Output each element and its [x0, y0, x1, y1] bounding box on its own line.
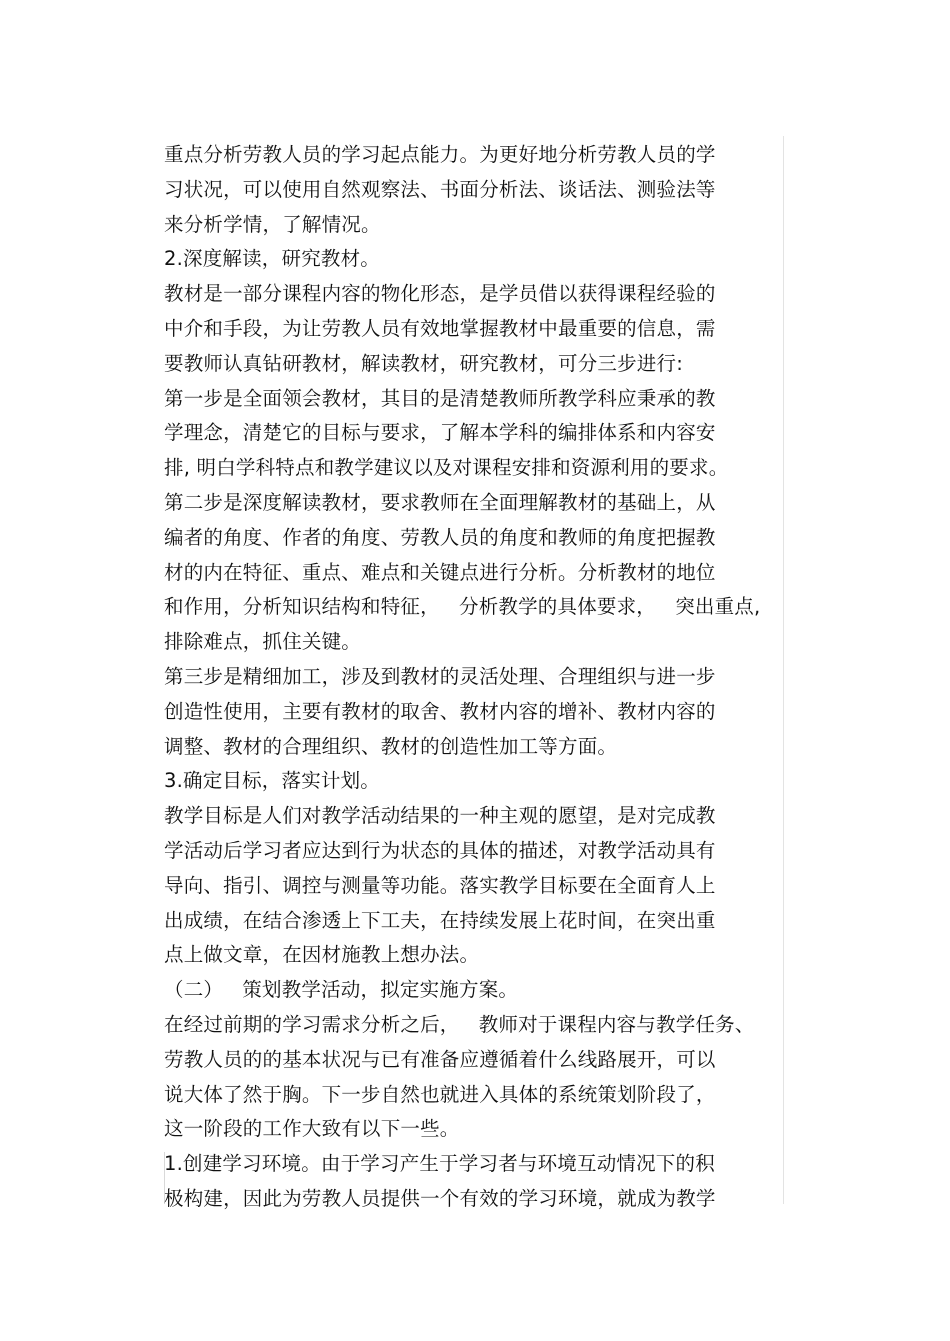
- text-line: 重点分析劳教人员的学习起点能力。为更好地分析劳教人员的学: [164, 143, 716, 166]
- text-line: 劳教人员的的基本状况与已有准备应遵循着什么线路展开，可以: [164, 1047, 716, 1071]
- text-line: 材的内在特征、重点、难点和关键点进行分析。分析教材的地位: [164, 560, 716, 584]
- section-heading: （二） 策划教学活动，拟定实施方案。: [164, 978, 519, 1002]
- text-line: 说大体了然于胸。下一步自然也就进入具体的系统策划阶段了，: [164, 1082, 716, 1106]
- section-heading: 3.确定目标，落实计划。: [164, 769, 381, 793]
- text-line: 创造性使用，主要有教材的取舍、教材内容的增补、教材内容的: [164, 699, 716, 723]
- text-line: 排除难点，抓住关键。: [164, 630, 362, 654]
- text-line: 教材是一部分课程内容的物化形态，是学员借以获得课程经验的: [164, 282, 716, 306]
- section-heading: 2.深度解读，研究教材。: [164, 247, 381, 271]
- text-line: 第三步是精细加工，涉及到教材的灵活处理、合理组织与进一步: [164, 664, 716, 688]
- text-line: 导向、指引、调控与测量等功能。落实教学目标要在全面育人上: [164, 873, 716, 897]
- text-line: 出成绩，在结合渗透上下工夫，在持续发展上花时间，在突出重: [164, 908, 716, 932]
- text-line: 1.创建学习环境。由于学习产生于学习者与环境互动情况下的积: [164, 1152, 715, 1176]
- text-line: 学理念，清楚它的目标与要求，了解本学科的编排体系和内容安: [164, 421, 716, 445]
- text-line: 教学目标是人们对教学活动结果的一种主观的愿望，是对完成教: [164, 804, 716, 828]
- text-line: 在经过前期的学习需求分析之后， 教师对于课程内容与教学任务、: [164, 1012, 755, 1036]
- text-line: 要教师认真钻研教材，解读教材，研究教材，可分三步进行:: [164, 351, 683, 375]
- text-line: 学活动后学习者应达到行为状态的具体的描述，对教学活动具有: [164, 838, 716, 862]
- text-line: 调整、教材的合理组织、教材的创造性加工等方面。: [164, 734, 618, 758]
- text-line: 第一步是全面领会教材，其目的是清楚教师所教学科应秉承的教: [164, 386, 716, 410]
- text-line: 来分析学情，了解情况。: [164, 212, 381, 236]
- text-line: 和作用，分析知识结构和特征， 分析教学的具体要求， 突出重点,: [164, 595, 761, 619]
- text-line: 习状况，可以使用自然观察法、书面分析法、谈话法、测验法等: [164, 177, 716, 201]
- text-line: 编者的角度、作者的角度、劳教人员的角度和教师的角度把握教: [164, 525, 716, 549]
- text-line: 这一阶段的工作大致有以下一些。: [164, 1117, 460, 1141]
- text-line: 第二步是深度解读教材，要求教师在全面理解教材的基础上，从: [164, 490, 716, 514]
- text-line: 排, 明白学科特点和教学建议以及对课程安排和资源利用的要求。: [164, 456, 729, 480]
- text-line: 极构建，因此为劳教人员提供一个有效的学习环境，就成为教学: [164, 1186, 716, 1210]
- text-line: 中介和手段，为让劳教人员有效地掌握教材中最重要的信息，需: [164, 316, 716, 340]
- body-text: [164, 138, 804, 1217]
- text-line: 点上做文章，在因材施教上想办法。: [164, 943, 480, 967]
